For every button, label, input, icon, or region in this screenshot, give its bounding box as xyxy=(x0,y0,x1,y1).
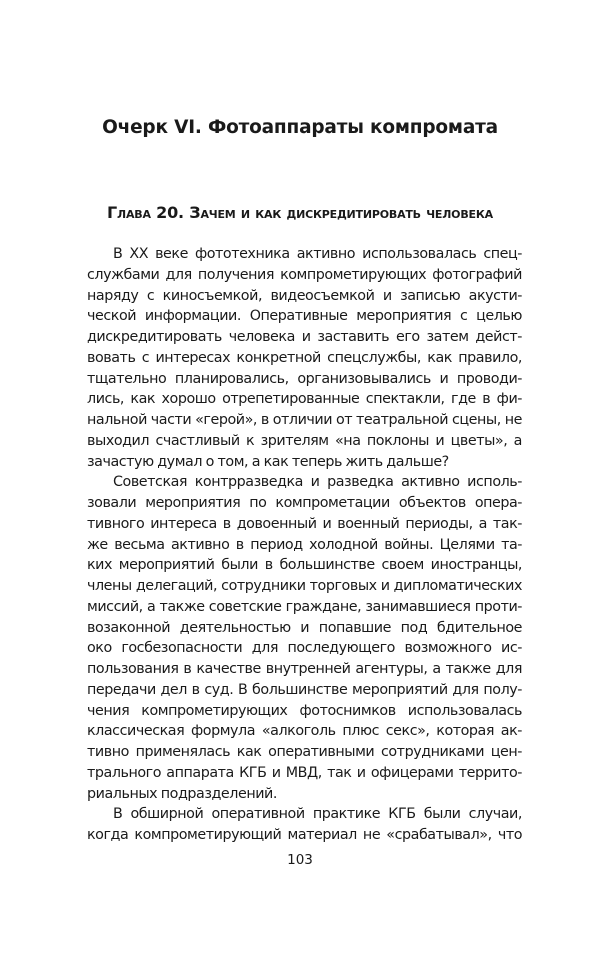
paragraph-3 xyxy=(87,804,522,846)
text-line: трального аппарата КГБ и МВД, так и офицерами террито- xyxy=(87,764,522,781)
text-line: тивного интереса в довоенный и военный периоды, а так- xyxy=(87,515,522,532)
text-line: выходил счастливый к зрителям «на поклоны и цветы», а xyxy=(87,432,522,449)
text-line: возаконной деятельностью и попавшие под бдительное xyxy=(87,619,522,636)
text-line: В обширной оперативной практике КГБ были случаи, xyxy=(113,806,522,823)
text-line: классическая формула «алкоголь плюс секс», которая ак- xyxy=(87,723,522,740)
text-line: Советская контрразведка и разведка активно исполь- xyxy=(113,474,522,491)
text-line: миссий, а также советские граждане, занимавшиеся проти- xyxy=(87,598,522,615)
essay-title: Очерк VI. Фотоаппараты компромата xyxy=(102,117,498,138)
text-line: нальной части «герой», в отличии от театральной сцены, не xyxy=(87,412,522,428)
text-line: лись, как хорошо отрепетированные спектакли, где в фи- xyxy=(87,391,522,408)
text-line: тивно применялась как оперативными сотрудниками цен- xyxy=(87,744,522,760)
text-line: В XX веке фототехника активно использовалась спец- xyxy=(113,246,522,262)
text-line: риальных подразделений. xyxy=(87,785,277,802)
paragraph-1 xyxy=(87,244,522,472)
chapter-title: Глава 20. Зачем и как дискредитировать человека xyxy=(107,203,493,222)
text-line: пользования в качестве внутренней агентуры, а также для xyxy=(87,661,522,677)
text-line: вовать с интересах конкретной спецслужбы, как правило, xyxy=(87,349,522,366)
text-line: зачастую думал о том, а как теперь жить дальше? xyxy=(87,453,449,470)
page-number: 103 xyxy=(287,852,313,868)
text-line: когда компрометирующий материал не «срабатывал», что xyxy=(87,827,522,843)
text-line: службами для получения компрометирующих фотографий xyxy=(87,266,522,283)
text-line: зовали мероприятия по компрометации объектов опера- xyxy=(87,495,522,511)
text-line: же весьма активно в период холодной войны. Целями та- xyxy=(87,536,522,553)
text-line: дискредитировать человека и заставить его затем дейст- xyxy=(87,329,522,345)
text-line: чения компрометирующих фотоснимков использовалась xyxy=(87,702,522,719)
paragraph-2 xyxy=(87,472,522,804)
body-text xyxy=(87,244,522,846)
text-line: наряду с киносъемкой, видеосъемкой и записью акусти- xyxy=(87,287,522,304)
text-line: члены делегаций, сотрудники торговых и дипломатических xyxy=(87,578,522,594)
text-line: передачи дел в суд. В большинстве мероприятий для полу- xyxy=(87,681,522,698)
text-line: тщательно планировались, организовывались и проводи- xyxy=(87,370,522,387)
text-line: ких мероприятий были в большинстве своем иностранцы, xyxy=(87,557,522,574)
text-line: око госбезопасности для последующего возможного ис- xyxy=(87,640,522,657)
text-line: ческой информации. Оперативные мероприятия с целью xyxy=(87,308,522,325)
